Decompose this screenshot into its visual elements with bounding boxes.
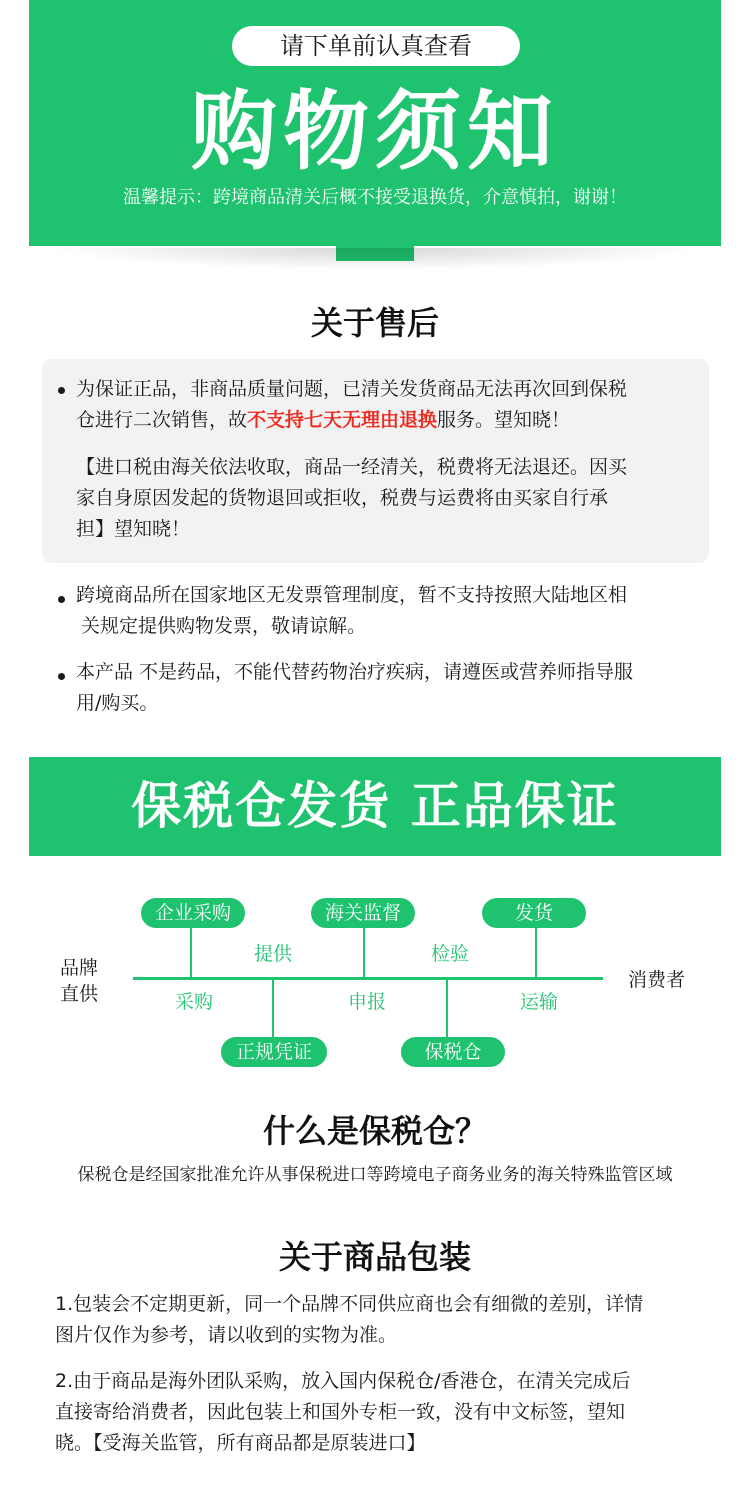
text-line: 家自身原因发起的货物退回或拒收，税费与运费将由买家自行承 — [76, 487, 609, 509]
text-line: 1.包装会不定期更新，同一个品牌不同供应商也会有细微的差别，详情 — [55, 1293, 644, 1315]
flow-main-line — [133, 977, 603, 980]
what-is-bonded-desc: 保税仓是经国家批准允许从事保税进口等跨境电子商务业务的海关特殊监管区域 — [77, 1165, 673, 1185]
flow-consumer: 消费者 — [628, 969, 686, 991]
what-is-bonded-title: 什么是保税仓？ — [262, 1112, 487, 1150]
text-line: 【进口税由海关依法收取，商品一经清关，税费将无法退还。因买 — [76, 456, 628, 478]
bonded-banner — [29, 757, 721, 856]
flow-label-declare: 申报 — [347, 991, 386, 1013]
warm-tip: 温馨提示：跨境商品清关后概不接受退换货，介意慎拍，谢谢！ — [123, 187, 627, 208]
text-line: 为保证正品，非商品质量问题，已清关发货商品无法再次回到保税 — [76, 378, 628, 400]
text-segment: 服务。望知晓！ — [437, 409, 571, 431]
flow-label-inspect: 检验 — [430, 943, 469, 965]
flow-connector — [535, 925, 537, 977]
text-line: 担】望知晓！ — [76, 518, 191, 540]
text-segment: 仓进行二次销售，故 — [76, 409, 248, 431]
banner-text: 保税仓发货 正品保证 — [131, 777, 619, 835]
page-title: 购物须知 — [191, 82, 559, 182]
packaging-para-2 — [55, 1366, 715, 1459]
after-sales-title: 关于售后 — [310, 304, 439, 342]
text-line: 2.由于商品是海外团队采购，放入国内保税仓/香港仓，在清关完成后 — [55, 1370, 631, 1392]
flow-connector — [272, 980, 274, 1037]
flow-label-purchase: 采购 — [174, 991, 213, 1013]
text-line: 图片仅作为参考，请以收到的实物为准。 — [55, 1324, 398, 1346]
flow-node-customs-supervision: 海关监督 — [311, 898, 415, 928]
bullet — [58, 596, 65, 603]
text-line: 跨境商品所在国家地区无发票管理制度，暂不支持按照大陆地区相 — [76, 584, 628, 606]
after-sales-item-3 — [76, 657, 716, 719]
hero-header — [29, 0, 721, 246]
text-line: 关规定提供购物发票，敬请谅解。 — [81, 615, 367, 637]
flow-label-provide: 提供 — [253, 943, 292, 965]
flow-connector — [363, 925, 365, 977]
after-sales-item-1 — [76, 374, 706, 436]
text-line: 晓。【受海关监管，所有商品都是原装进口】 — [55, 1432, 426, 1454]
flow-node-enterprise-purchase: 企业采购 — [141, 898, 245, 928]
after-sales-item-2 — [76, 580, 716, 642]
flow-node-shipping: 发货 — [482, 898, 586, 928]
text-line: 本产品 不是药品，不能代替药物治疗疾病，请遵医或营养师指导服 — [76, 661, 634, 683]
bullet — [58, 673, 65, 680]
flow-connector — [190, 925, 192, 977]
text-line: 用/购买。 — [76, 692, 159, 714]
flow-label-transport: 运输 — [519, 991, 558, 1013]
bullet — [58, 387, 65, 394]
notice-pill: 请下单前认真查看 — [232, 26, 520, 66]
flow-source — [60, 955, 98, 1007]
text-line: 直供 — [60, 983, 99, 1005]
packaging-title: 关于商品包装 — [278, 1238, 471, 1276]
hero-shadow — [44, 248, 706, 270]
text-line: 直接寄给消费者，因此包装上和国外专柜一致，没有中文标签，望知 — [55, 1401, 626, 1423]
flow-connector — [446, 980, 448, 1037]
text-line: 品牌 — [60, 957, 99, 979]
flow-node-certificate: 正规凭证 — [221, 1037, 327, 1067]
no-return-highlight: 不支持七天无理由退换 — [247, 409, 438, 431]
flow-node-bonded-warehouse: 保税仓 — [401, 1037, 505, 1067]
text-line — [76, 405, 706, 436]
tax-note — [76, 452, 706, 545]
packaging-para-1 — [55, 1289, 715, 1351]
